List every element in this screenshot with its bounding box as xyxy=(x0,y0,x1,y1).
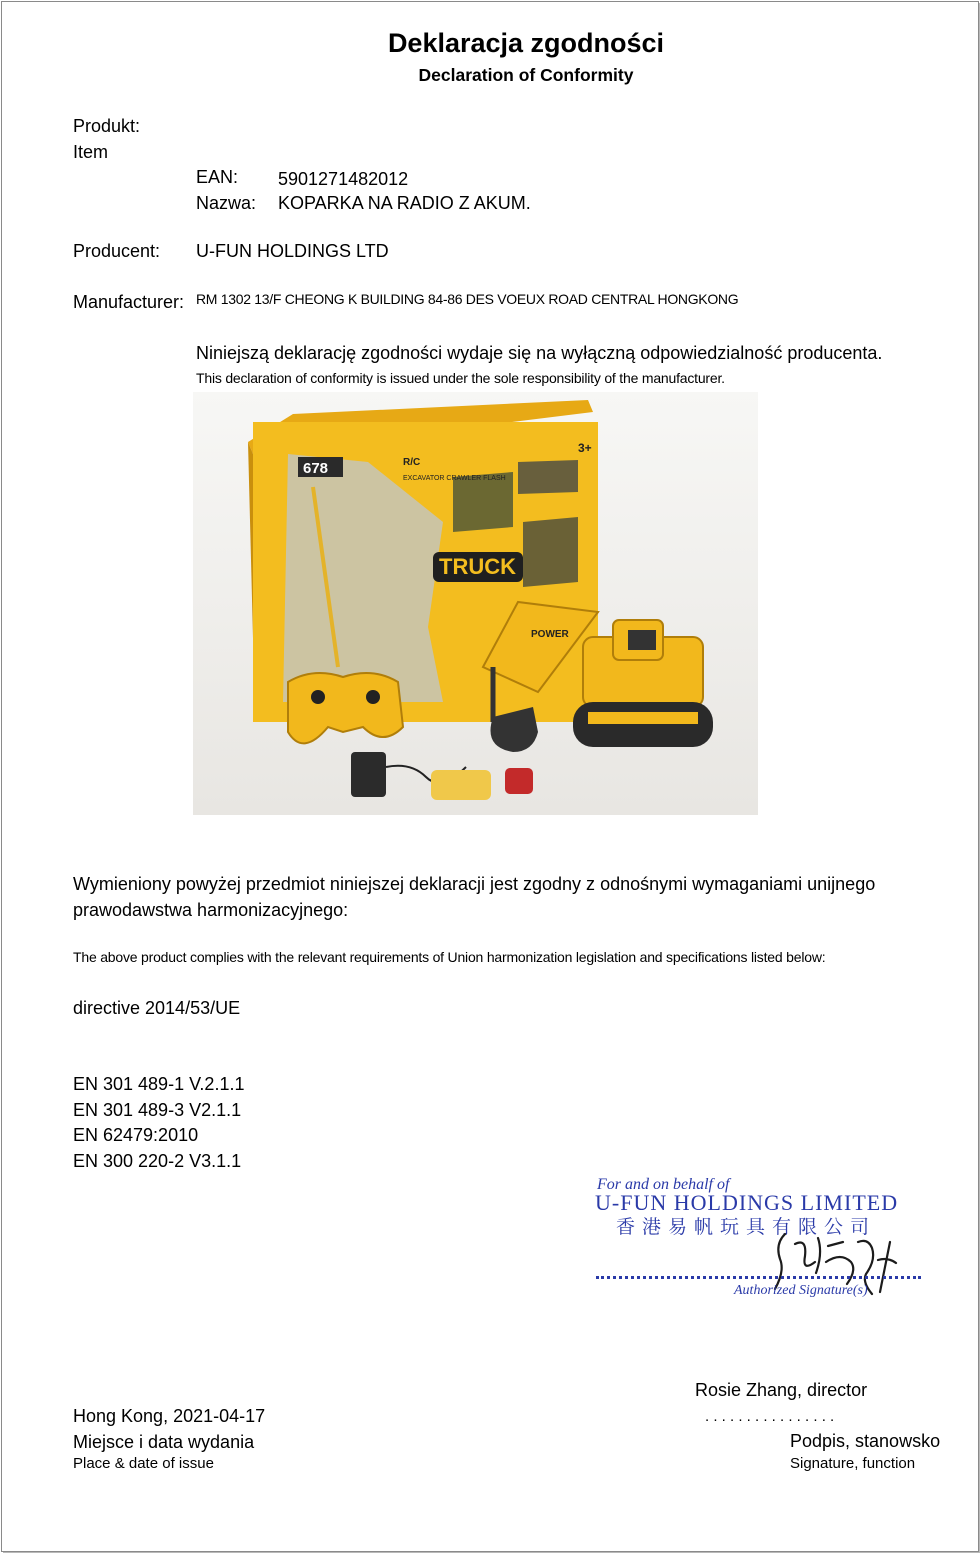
compliance-en: The above product complies with the relevant requirements of Union harmonization legislation and specifications listed below: xyxy=(73,949,826,965)
battery-pack xyxy=(431,770,491,800)
excavator-tracks xyxy=(573,702,713,747)
company-stamp xyxy=(590,1172,930,1308)
standard-item: EN 300 220-2 V3.1.1 xyxy=(73,1151,242,1171)
compliance-pl-line1: Wymieniony powyżej przedmiot niniejszej deklaracji jest zgodny z odnośnymi wymaganiami unijnego xyxy=(73,874,876,894)
box-rc-text: R/C xyxy=(403,457,421,468)
signer-name: Rosie Zhang, director xyxy=(695,1380,868,1400)
stamp-authorized: Authorized Signature(s) xyxy=(734,1283,868,1298)
charger xyxy=(351,752,386,797)
box-title-text: TRUCK xyxy=(439,554,516,579)
stamp-company-chinese: 香港易帆玩具有限公司 xyxy=(616,1216,877,1238)
stamp-company: U-FUN HOLDINGS LIMITED xyxy=(595,1190,899,1215)
directive: directive 2014/53/UE xyxy=(73,998,241,1018)
box-window-top xyxy=(518,460,578,494)
standard-item: EN 301 489-1 V.2.1.1 xyxy=(73,1074,245,1094)
producer-name: U-FUN HOLDINGS LTD xyxy=(196,241,389,261)
controller-stick-left xyxy=(311,690,325,704)
stamp-dotted-line xyxy=(596,1276,921,1279)
boom-text: POWER xyxy=(531,629,569,640)
standard-item: EN 62479:2010 xyxy=(73,1125,199,1145)
product-photo xyxy=(193,392,758,815)
ean-label: EAN: xyxy=(196,167,239,187)
box-window-mid xyxy=(523,517,578,587)
producer-label: Producent: xyxy=(73,241,161,261)
excavator-cab-window xyxy=(628,630,656,650)
controller-stick-right xyxy=(366,690,380,704)
page-title: Deklaracja zgodności xyxy=(387,28,665,58)
battery-red xyxy=(505,768,533,794)
standard-item: EN 301 489-3 V2.1.1 xyxy=(73,1100,242,1120)
box-model-number: 678 xyxy=(303,460,329,477)
signature-label-pl: Podpis, stanowsko xyxy=(790,1431,941,1451)
box-line-text: EXCAVATOR CRAWLER FLASH xyxy=(403,475,506,482)
signature-label-en: Signature, function xyxy=(790,1455,916,1472)
ean-value: 5901271482012 xyxy=(278,169,409,189)
name-value: KOPARKA NA RADIO Z AKUM. xyxy=(278,193,531,213)
place-date: Hong Kong, 2021-04-17 xyxy=(73,1406,266,1426)
stamp-line1: For and on behalf of xyxy=(597,1176,730,1193)
place-label-en: Place & date of issue xyxy=(73,1455,214,1472)
responsibility-en: This declaration of conformity is issued under the sole responsibility of the manufacturer. xyxy=(196,370,725,386)
responsibility-pl: Niniejszą deklarację zgodności wydaje się na wyłączną odpowiedzialność producenta. xyxy=(196,343,883,363)
manufacturer-address: RM 1302 13/F CHEONG K BUILDING 84-86 DES VOEUX ROAD CENTRAL HONGKONG xyxy=(196,291,739,307)
manufacturer-label: Manufacturer: xyxy=(73,292,185,312)
compliance-pl-line2: prawodawstwa harmonizacyjnego: xyxy=(73,900,349,920)
place-label-pl: Miejsce i data wydania xyxy=(73,1432,255,1452)
product-label-pl: Produkt: xyxy=(73,116,141,136)
page-subtitle: Declaration of Conformity xyxy=(418,65,634,85)
signature-dots: . . . . . . . . . . . . . . . . xyxy=(705,1408,835,1425)
box-age-text: 3+ xyxy=(578,441,592,455)
name-label: Nazwa: xyxy=(196,193,257,213)
excavator-track-guard xyxy=(588,712,698,724)
product-label-en: Item xyxy=(73,142,109,162)
